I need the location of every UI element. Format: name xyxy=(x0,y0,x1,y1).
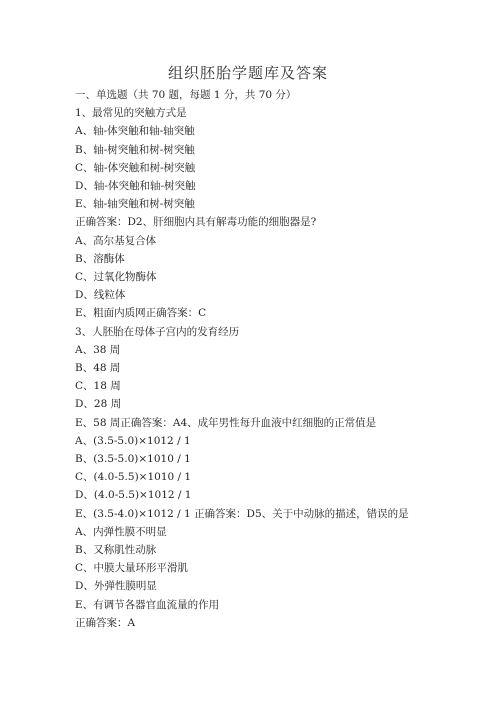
option-a: A、(3.5-5.0)×1012 / 1 xyxy=(75,434,191,447)
option-a: A、内弹性膜不明显 xyxy=(75,525,167,538)
option-a: A、38 周 xyxy=(75,343,121,356)
option-c: C、18 周 xyxy=(75,380,121,393)
option-d: D、轴-体突触和轴-树突触 xyxy=(75,180,196,193)
option-e: E、有调节各器官血流量的作用 xyxy=(75,598,220,611)
answer-and-question-2: 正确答案：D2、肝细胞内具有解毒功能的细胞器是? xyxy=(75,216,317,229)
option-a: A、高尔基复合体 xyxy=(75,234,157,247)
option-c: C、轴-体突触和树-树突触 xyxy=(75,161,196,174)
option-b: B、(3.5-5.0)×1010 / 1 xyxy=(75,453,191,466)
document-title: 组织胚胎学题库及答案 xyxy=(167,64,328,82)
option-c: C、(4.0-5.5)×1010 / 1 xyxy=(75,471,192,484)
answer-5: 正确答案：A xyxy=(75,616,136,629)
option-b: B、轴-树突触和树-树突触 xyxy=(75,143,195,156)
option-c: C、过氧化物酶体 xyxy=(75,271,157,284)
option-e-with-answer: E、粗面内质网正确答案：C xyxy=(75,307,207,320)
option-e: E、轴-轴突触和树-树突触 xyxy=(75,198,195,211)
option-b: B、溶酶体 xyxy=(75,252,125,265)
option-d: D、线粒体 xyxy=(75,289,126,302)
option-b: B、又称肌性动脉 xyxy=(75,544,157,557)
option-d: D、外弹性膜明显 xyxy=(75,580,157,593)
question-list xyxy=(75,86,420,632)
option-a: A、轴-体突触和轴-轴突触 xyxy=(75,125,195,138)
section-heading: 一、单选题（共 70 题，每题 1 分，共 70 分） xyxy=(75,89,297,101)
option-d: D、28 周 xyxy=(75,398,122,411)
option-e-with-answer-and-question-4: E、58 周正确答案：A4、成年男性每升血液中红细胞的正常值是 xyxy=(75,416,377,429)
option-e-with-answer-and-question-5: E、(3.5-4.0)×1012 / 1 正确答案：D5、关于中动脉的描述，错误的是 xyxy=(75,507,409,520)
option-c: C、中膜大量环形平滑肌 xyxy=(75,562,189,575)
option-d: D、(4.0-5.5)×1012 / 1 xyxy=(75,489,192,502)
question-1: 1、最常见的突触方式是 xyxy=(75,107,187,120)
option-b: B、48 周 xyxy=(75,362,121,375)
question-3: 3、人胚胎在母体子宫内的发育经历 xyxy=(75,325,240,338)
